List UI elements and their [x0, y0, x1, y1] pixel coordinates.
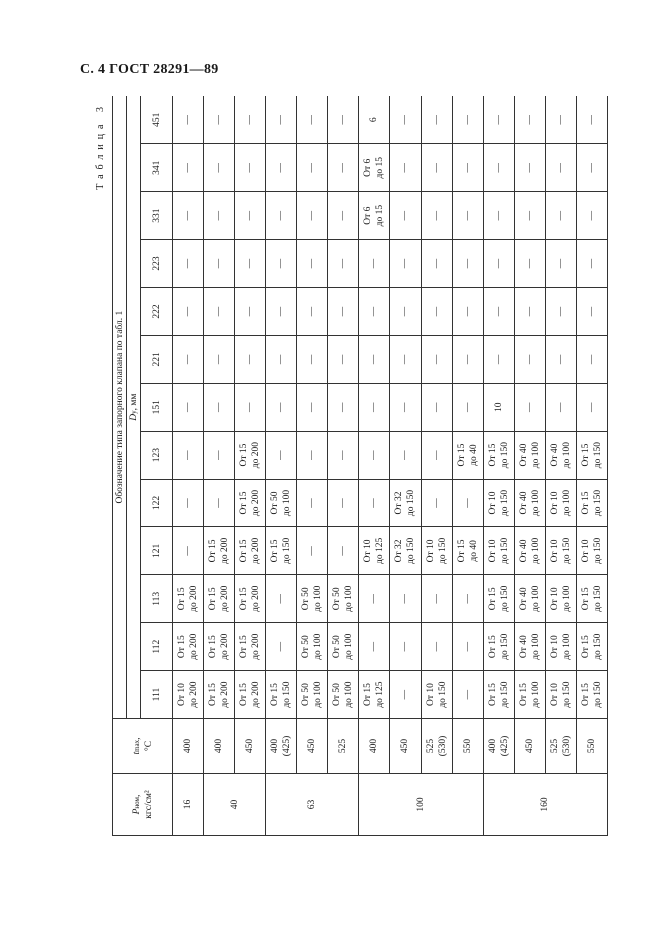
dy-range-cell: От 10 до 100 [545, 623, 576, 671]
dy-range-cell: От 15 до 150 [576, 671, 607, 719]
dy-range-cell: От 15 до 150 [483, 671, 514, 719]
dy-range-cell: — [297, 383, 328, 431]
dy-range-cell: От 15 до 125 [359, 671, 390, 719]
dy-range-cell: — [266, 287, 297, 335]
dy-range-cell: От 15 до 200 [173, 575, 204, 623]
dy-range-cell: — [297, 431, 328, 479]
dy-range-cell: От 40 до 100 [514, 479, 545, 527]
temperature-cell: 550 [452, 719, 483, 774]
dy-range-cell: От 50 до 100 [297, 671, 328, 719]
dy-range-cell: — [421, 431, 452, 479]
dy-range-cell: — [204, 431, 235, 479]
t-header: tmax, °C [113, 719, 173, 774]
dy-range-cell: — [514, 335, 545, 383]
pressure-cell: 16 [173, 774, 204, 836]
dy-range-cell: От 15 до 200 [235, 671, 266, 719]
table-row [235, 96, 266, 836]
dy-range-cell: — [545, 335, 576, 383]
dy-range-cell: — [452, 240, 483, 288]
dy-range-cell: — [297, 527, 328, 575]
dy-range-cell: — [514, 96, 545, 144]
dy-range-cell: — [173, 240, 204, 288]
table-row [545, 96, 576, 836]
dy-range-cell: — [173, 192, 204, 240]
table-row [390, 96, 421, 836]
dy-range-cell: — [266, 623, 297, 671]
type-header-cell: 122 [141, 479, 173, 527]
dy-range-cell: От 15 до 150 [576, 575, 607, 623]
dy-range-cell: — [390, 96, 421, 144]
table-row [359, 96, 390, 836]
dy-range-cell: — [328, 192, 359, 240]
dy-range-cell: — [390, 383, 421, 431]
type-header-cell: 341 [141, 144, 173, 192]
p-unit: кгс/см² [143, 790, 154, 819]
dy-range-cell: От 15 до 40 [452, 527, 483, 575]
dy-range-cell: — [204, 287, 235, 335]
dy-range-cell: От 15 до 150 [266, 671, 297, 719]
table-row [204, 96, 235, 836]
dy-range-cell: — [452, 335, 483, 383]
dy-range-cell: — [359, 431, 390, 479]
dy-range-cell: От 10 до 150 [545, 527, 576, 575]
dy-range-cell: — [576, 383, 607, 431]
dy-range-cell: — [359, 240, 390, 288]
p-symbol: P [131, 808, 142, 815]
dy-range-cell: — [421, 575, 452, 623]
dy-range-cell: — [359, 575, 390, 623]
dy-range-cell: — [359, 335, 390, 383]
dy-range-cell: — [545, 144, 576, 192]
dy-range-cell: От 15 до 150 [483, 623, 514, 671]
dy-range-cell: От 15 до 200 [204, 671, 235, 719]
dy-range-cell: — [390, 192, 421, 240]
temperature-cell: 450 [514, 719, 545, 774]
dy-range-cell: — [204, 240, 235, 288]
dy-range-cell: — [421, 335, 452, 383]
dy-range-cell: — [173, 287, 204, 335]
dy-range-cell: От 40 до 100 [514, 527, 545, 575]
pressure-cell: 100 [359, 774, 483, 836]
dy-range-cell: — [576, 287, 607, 335]
table-row [483, 96, 514, 836]
dy-range-cell: — [297, 335, 328, 383]
table-row [328, 96, 359, 836]
dy-range-cell: — [421, 144, 452, 192]
dy-range-cell: — [514, 287, 545, 335]
dy-range-cell: — [545, 287, 576, 335]
dy-range-cell: От 15 до 150 [576, 623, 607, 671]
dy-range-cell: — [297, 192, 328, 240]
dy-range-cell: — [545, 192, 576, 240]
dy-range-cell: — [452, 192, 483, 240]
dy-range-cell: — [173, 144, 204, 192]
type-header-cell: 121 [141, 527, 173, 575]
dy-unit: , мм [128, 393, 139, 411]
dy-range-cell: — [483, 192, 514, 240]
dy-range-cell: — [204, 192, 235, 240]
dy-range-cell: — [421, 240, 452, 288]
dy-range-cell: От 15 до 200 [235, 527, 266, 575]
dy-range-cell: — [483, 335, 514, 383]
dy-range-cell: От 15 до 200 [204, 527, 235, 575]
p-subscript: ном [132, 797, 141, 809]
dy-range-cell: — [328, 383, 359, 431]
table-row [173, 96, 204, 836]
dy-range-cell: От 15 до 150 [483, 575, 514, 623]
dy-range-cell: — [545, 383, 576, 431]
dy-range-cell: От 40 до 100 [514, 623, 545, 671]
dy-range-cell: — [421, 383, 452, 431]
dy-range-cell: 10 [483, 383, 514, 431]
type-header-cell: 222 [141, 287, 173, 335]
dy-range-cell: — [266, 240, 297, 288]
dy-range-cell: — [359, 479, 390, 527]
pressure-cell: 160 [483, 774, 607, 836]
dy-range-cell: От 10 до 100 [545, 575, 576, 623]
dy-range-cell: — [328, 240, 359, 288]
type-header-cell: 111 [141, 671, 173, 719]
dy-range-cell: От 6 до 15 [359, 144, 390, 192]
dy-range-cell: — [514, 383, 545, 431]
dy-range-cell: — [235, 240, 266, 288]
dy-range-cell: — [235, 96, 266, 144]
temperature-cell: 400 (425) [266, 719, 297, 774]
dy-range-cell: — [452, 287, 483, 335]
dy-range-cell: — [235, 287, 266, 335]
dy-range-cell: — [390, 240, 421, 288]
table-row [576, 96, 607, 836]
dy-range-cell: — [576, 96, 607, 144]
dy-range-cell: — [173, 383, 204, 431]
dy-range-cell: От 15 до 200 [235, 575, 266, 623]
dy-range-cell: От 15 до 150 [483, 431, 514, 479]
dy-range-cell: — [421, 192, 452, 240]
type-header-cell: 113 [141, 575, 173, 623]
dy-range-cell: От 15 до 200 [235, 431, 266, 479]
temperature-cell: 400 (425) [483, 719, 514, 774]
dy-range-cell: От 50 до 100 [328, 575, 359, 623]
dy-range-cell: От 50 до 100 [266, 479, 297, 527]
dy-range-cell: От 15 до 100 [514, 671, 545, 719]
dy-range-cell: — [173, 527, 204, 575]
dy-range-cell: — [297, 240, 328, 288]
table-row [421, 96, 452, 836]
dy-range-cell: — [328, 527, 359, 575]
dy-symbol: D [128, 413, 139, 421]
dy-range-cell: — [235, 144, 266, 192]
dy-range-cell: От 50 до 100 [328, 671, 359, 719]
dy-range-cell: От 15 до 150 [576, 479, 607, 527]
dy-range-cell: — [266, 96, 297, 144]
dy-range-cell: — [173, 335, 204, 383]
dy-range-cell: — [483, 96, 514, 144]
dy-range-cell: — [266, 383, 297, 431]
dy-range-cell: — [576, 144, 607, 192]
dy-range-cell: От 10 до 150 [483, 527, 514, 575]
dy-range-cell: От 15 до 200 [235, 479, 266, 527]
group-title: Обозначение типа запорного клапана по табл. 1 [113, 96, 127, 719]
temperature-cell: 450 [297, 719, 328, 774]
type-header-cell: 223 [141, 240, 173, 288]
dy-range-cell: — [576, 335, 607, 383]
temperature-cell: 400 [204, 719, 235, 774]
dy-range-cell: — [328, 431, 359, 479]
dy-range-cell: — [421, 287, 452, 335]
temperature-cell: 525 (530) [421, 719, 452, 774]
dy-range-cell: — [452, 383, 483, 431]
t-subscript: max [132, 739, 141, 752]
dy-range-cell: — [328, 144, 359, 192]
table-row [266, 96, 297, 836]
dy-range-cell: — [452, 671, 483, 719]
dy-range-cell: — [328, 335, 359, 383]
dy-range-cell: — [328, 479, 359, 527]
dy-range-cell: От 50 до 100 [328, 623, 359, 671]
type-header-cell: 221 [141, 335, 173, 383]
type-header-cell: 151 [141, 383, 173, 431]
temperature-cell: 525 (530) [545, 719, 576, 774]
dy-range-cell: — [576, 192, 607, 240]
dy-range-cell: — [359, 383, 390, 431]
type-header-cell: 331 [141, 192, 173, 240]
dy-range-cell: — [266, 192, 297, 240]
dy-range-cell: — [297, 479, 328, 527]
page-header: С. 4 ГОСТ 28291—89 [80, 62, 219, 77]
dy-range-cell: — [204, 144, 235, 192]
dy-range-cell: От 40 до 100 [545, 431, 576, 479]
dy-range-cell: 6 [359, 96, 390, 144]
dy-range-cell: От 32 до 150 [390, 527, 421, 575]
dy-range-cell: — [266, 335, 297, 383]
dy-range-cell: — [235, 335, 266, 383]
dy-range-cell: — [390, 287, 421, 335]
dy-range-cell: От 15 до 200 [235, 623, 266, 671]
dy-range-cell: — [204, 96, 235, 144]
dy-range-cell: От 10 до 150 [483, 479, 514, 527]
dy-range-cell: От 32 до 150 [390, 479, 421, 527]
dy-range-cell: — [452, 144, 483, 192]
dy-range-cell: От 50 до 100 [297, 623, 328, 671]
dy-range-cell: — [297, 144, 328, 192]
dy-header [127, 96, 141, 719]
dy-range-cell: От 15 до 40 [452, 431, 483, 479]
temperature-cell: 550 [576, 719, 607, 774]
dy-range-cell: — [514, 192, 545, 240]
dy-range-cell: От 10 до 150 [545, 671, 576, 719]
dy-range-cell: — [452, 96, 483, 144]
dy-range-cell: От 10 до 150 [576, 527, 607, 575]
dy-range-cell: — [514, 240, 545, 288]
type-header-cell: 112 [141, 623, 173, 671]
dy-range-cell: — [359, 623, 390, 671]
table-row [297, 96, 328, 836]
pressure-cell: 40 [204, 774, 266, 836]
dy-range-cell: — [421, 479, 452, 527]
dy-range-cell: — [390, 623, 421, 671]
dy-range-cell: — [545, 240, 576, 288]
dy-range-cell: — [576, 240, 607, 288]
dy-range-cell: — [390, 144, 421, 192]
dy-range-cell: — [173, 479, 204, 527]
valve-table [112, 96, 608, 836]
table-title: Таблица 3 [95, 102, 106, 190]
dy-range-cell: От 15 до 150 [576, 431, 607, 479]
dy-range-cell: — [204, 383, 235, 431]
dy-range-cell: — [297, 287, 328, 335]
dy-range-cell: — [266, 144, 297, 192]
dy-range-cell: — [514, 144, 545, 192]
dy-range-cell: — [235, 192, 266, 240]
rotated-table-area [92, 96, 608, 836]
dy-range-cell: От 10 до 100 [545, 479, 576, 527]
table-row [452, 96, 483, 836]
dy-range-cell: От 50 до 100 [297, 575, 328, 623]
t-unit: °C [143, 740, 154, 752]
dy-range-cell: — [328, 287, 359, 335]
p-header: Pном, кгс/см² [113, 774, 173, 836]
dy-range-cell: — [328, 96, 359, 144]
temperature-cell: 450 [390, 719, 421, 774]
rotated-table-content [92, 96, 608, 836]
dy-range-cell: — [483, 144, 514, 192]
dy-range-cell: От 40 до 100 [514, 575, 545, 623]
dy-range-cell: — [266, 575, 297, 623]
dy-range-cell: От 10 до 200 [173, 671, 204, 719]
dy-range-cell: — [545, 96, 576, 144]
dy-range-cell: — [483, 240, 514, 288]
temperature-cell: 525 [328, 719, 359, 774]
dy-range-cell: — [390, 671, 421, 719]
dy-range-cell: — [204, 335, 235, 383]
table-body [173, 96, 608, 836]
type-header-cell: 123 [141, 431, 173, 479]
dy-range-cell: — [266, 431, 297, 479]
dy-range-cell: От 15 до 200 [173, 623, 204, 671]
t-symbol: t [131, 751, 142, 755]
type-header-cell: 451 [141, 96, 173, 144]
dy-range-cell: — [483, 287, 514, 335]
temperature-cell: 400 [173, 719, 204, 774]
dy-range-cell: От 10 до 150 [421, 527, 452, 575]
dy-range-cell: От 6 до 15 [359, 192, 390, 240]
dy-range-cell: — [452, 479, 483, 527]
dy-range-cell: — [235, 383, 266, 431]
dy-range-cell: От 10 до 150 [421, 671, 452, 719]
dy-range-cell: — [390, 575, 421, 623]
dy-range-cell: От 15 до 200 [204, 575, 235, 623]
temperature-cell: 450 [235, 719, 266, 774]
dy-range-cell: От 15 до 150 [266, 527, 297, 575]
dy-range-cell: — [421, 96, 452, 144]
dy-range-cell: — [390, 335, 421, 383]
table-row [514, 96, 545, 836]
dy-range-cell: — [173, 431, 204, 479]
dy-range-cell: — [421, 623, 452, 671]
dy-range-cell: От 40 до 100 [514, 431, 545, 479]
dy-range-cell: От 10 до 125 [359, 527, 390, 575]
temperature-cell: 400 [359, 719, 390, 774]
dy-subscript: у [129, 410, 138, 414]
dy-range-cell: От 15 до 200 [204, 623, 235, 671]
pressure-cell: 63 [266, 774, 359, 836]
dy-range-cell: — [452, 623, 483, 671]
dy-range-cell: — [359, 287, 390, 335]
dy-range-cell: — [173, 96, 204, 144]
dy-range-cell: — [297, 96, 328, 144]
dy-range-cell: — [390, 431, 421, 479]
dy-range-cell: — [452, 575, 483, 623]
dy-range-cell: — [204, 479, 235, 527]
